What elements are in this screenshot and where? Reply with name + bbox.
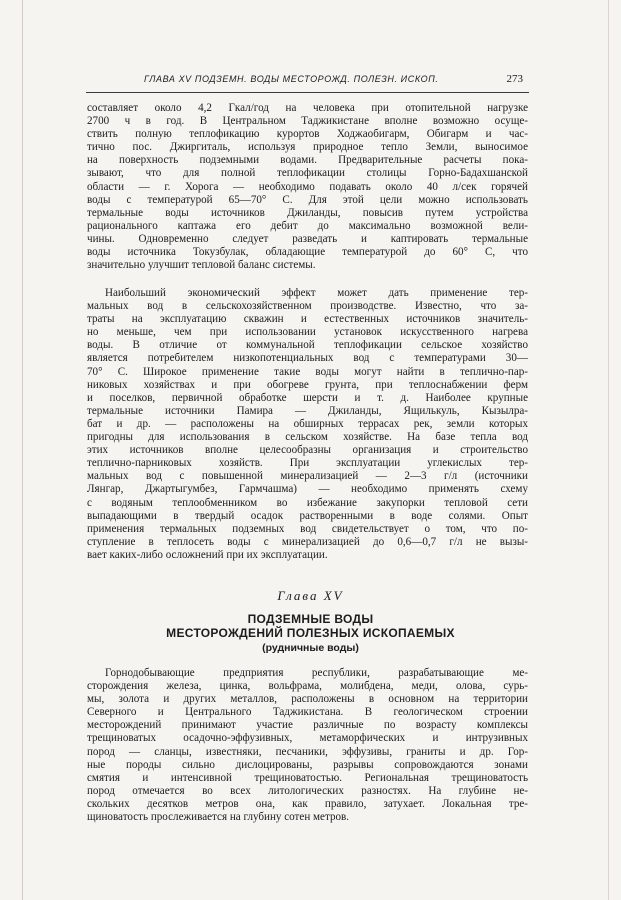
text-line: скольких десятков метров она, как правило, затухает. Локальная тре- bbox=[87, 797, 528, 810]
text-line: Наибольший экономический эффект может дать применение тер- bbox=[105, 287, 528, 299]
text-line: 70° С. Широкое применение такие воды могут найти в тепличнo-пар- bbox=[87, 365, 528, 378]
text-line: смятия и интенсивной трещиноватостью. Региональная трещиноватость bbox=[87, 771, 528, 784]
text-line: выпадающими в твердый осадок растворенными в воде солями. Опыт bbox=[87, 509, 528, 522]
chapter-label: Глава XV bbox=[277, 588, 344, 603]
page-number: 273 bbox=[506, 73, 523, 85]
text-line: месторождений принимают участие различные по возрасту комплексы bbox=[87, 719, 528, 732]
text-line: щиноватость прослеживается на глубину сотен метров. bbox=[87, 811, 350, 824]
text-line: но меньше, чем при использовании установок искусственного нагрева bbox=[87, 326, 528, 339]
text-line: мальных вод в сельскохозяйственном производстве. Известно, что за- bbox=[87, 300, 528, 313]
text-line: 2700 ч в год. В Центральном Таджикистане вполне возможно осуще- bbox=[87, 115, 528, 128]
paragraph-2 bbox=[87, 287, 528, 562]
running-header bbox=[86, 74, 529, 92]
header-rule bbox=[86, 92, 529, 93]
text-line: является потребителем низкопотенциальных вод с температурами 30— bbox=[87, 352, 528, 365]
text-line: трещиноватых осадочно-эффузивных, метаморфических и интрузивных bbox=[87, 732, 528, 745]
text-line: мальных вод с повышенной минерализацией — 2—3 г/л (источники bbox=[87, 470, 528, 483]
text-line: с водяным теплообменником во избежание закупорки тепловой сети bbox=[87, 496, 528, 509]
page-edge-left bbox=[22, 0, 23, 900]
text-line: пород отмечается во всех литологических разностях. На глубине не- bbox=[87, 784, 528, 797]
text-line: тепличнo-парниковых хозяйств. При эксплуатации углекислых тер- bbox=[87, 457, 528, 470]
text-line: рационального каптажа его дебит до максимально возможной вели- bbox=[87, 219, 528, 232]
text-line: пригодны для использования в сельском хозяйстве. На базе тепла вод bbox=[87, 431, 528, 444]
text-line: мы, золота и других металлов, расположены в основном на территории bbox=[87, 693, 528, 706]
text-line: термальные источники Памира — Джиланды, Ящилькуль, Кызылра- bbox=[87, 404, 528, 417]
running-title: ГЛАВА XV ПОДЗЕМН. ВОДЫ МЕСТОРОЖД. ПОЛЕЗН. ИСКОП. bbox=[144, 74, 439, 84]
text-line: Лянгар, Джартыгумбез, Гармчашма) — необходимо применять схему bbox=[87, 483, 528, 496]
text-line: чины. Одновременно следует разведать и каптировать термальные bbox=[87, 232, 528, 245]
text-line: термальные воды источников Джиланды, повысив путем устройства bbox=[87, 206, 528, 219]
text-line: ступление в теплосеть воды с минерализацией до 0,6—0,7 г/л не вызы- bbox=[87, 535, 528, 548]
page-edge-right bbox=[608, 0, 609, 900]
text-line: зывают, что для полной теплофикации столицы Горно-Бадахшанской bbox=[87, 167, 528, 180]
text-line: Горнодобывающие предприятия республики, разрабатывающие ме- bbox=[105, 667, 528, 679]
text-line: применения термальных подземных вод свидетельствует о том, что по- bbox=[87, 522, 528, 535]
text-line: этих источников вполне целесообразны организация и строительство bbox=[87, 444, 528, 457]
text-line: составляет около 4,2 Гкал/год на человека при отопительной нагрузке bbox=[87, 102, 528, 114]
text-line: воды источника Токузбулак, обладающие температурой до 60° С, что bbox=[87, 246, 528, 259]
paragraph-3 bbox=[87, 667, 528, 824]
text-line: воды. В отличие от коммунальной теплофикации сельское хозяйство bbox=[87, 339, 528, 352]
text-line: никовых хозяйствах и при обогреве грунта, при теплоснабжении ферм bbox=[87, 378, 528, 391]
text-line: на поверхность подземными водами. Предварительные расчеты пока- bbox=[87, 154, 528, 167]
text-line: бат и др. — расположены на обширных террасах рек, земли которых bbox=[87, 417, 528, 430]
text-line: ные породы сильно дислоцированы, разрывы сопровождаются зонами bbox=[87, 758, 528, 771]
text-line: траты на эксплуатацию скважин и естественных источников значитель- bbox=[87, 313, 528, 326]
text-line: тично пос. Джиргиталь, используя природное тепло Земли, выносимое bbox=[87, 141, 528, 154]
text-line: и поселков, первичной обработке шерсти и т. д. Наиболее крупные bbox=[87, 391, 528, 404]
text-line: ствить полную теплофикацию курортов Ходжаобигарм, Обигарм и час- bbox=[87, 128, 528, 141]
paragraph-1 bbox=[87, 102, 528, 272]
chapter-subtitle: (рудничные воды) bbox=[262, 642, 359, 654]
text-line: пород — сланцы, известняки, песчаники, эффузивы, граниты и др. Гор- bbox=[87, 745, 528, 758]
text-line: воды с температурой 65—70° С. Для этой цели можно использовать bbox=[87, 193, 528, 206]
text-line: сторождения железа, цинка, вольфрама, молибдена, меди, олова, сурь- bbox=[87, 680, 528, 693]
text-line: области — г. Хорога — необходимо подавать около 40 л/сек горячей bbox=[87, 180, 528, 193]
text-line: Северного и Центрального Таджикистана. В геологическом строении bbox=[87, 706, 528, 719]
chapter-title-line-2: МЕСТОРОЖДЕНИЙ ПОЛЕЗНЫХ ИСКОПАЕМЫХ bbox=[166, 626, 455, 640]
chapter-title-line-1: ПОДЗЕМНЫЕ ВОДЫ bbox=[247, 612, 374, 626]
text-line: значительно улучшит тепловой баланс системы. bbox=[87, 259, 316, 272]
text-line: вает каких-либо осложнений при их эксплуатации. bbox=[87, 548, 328, 561]
